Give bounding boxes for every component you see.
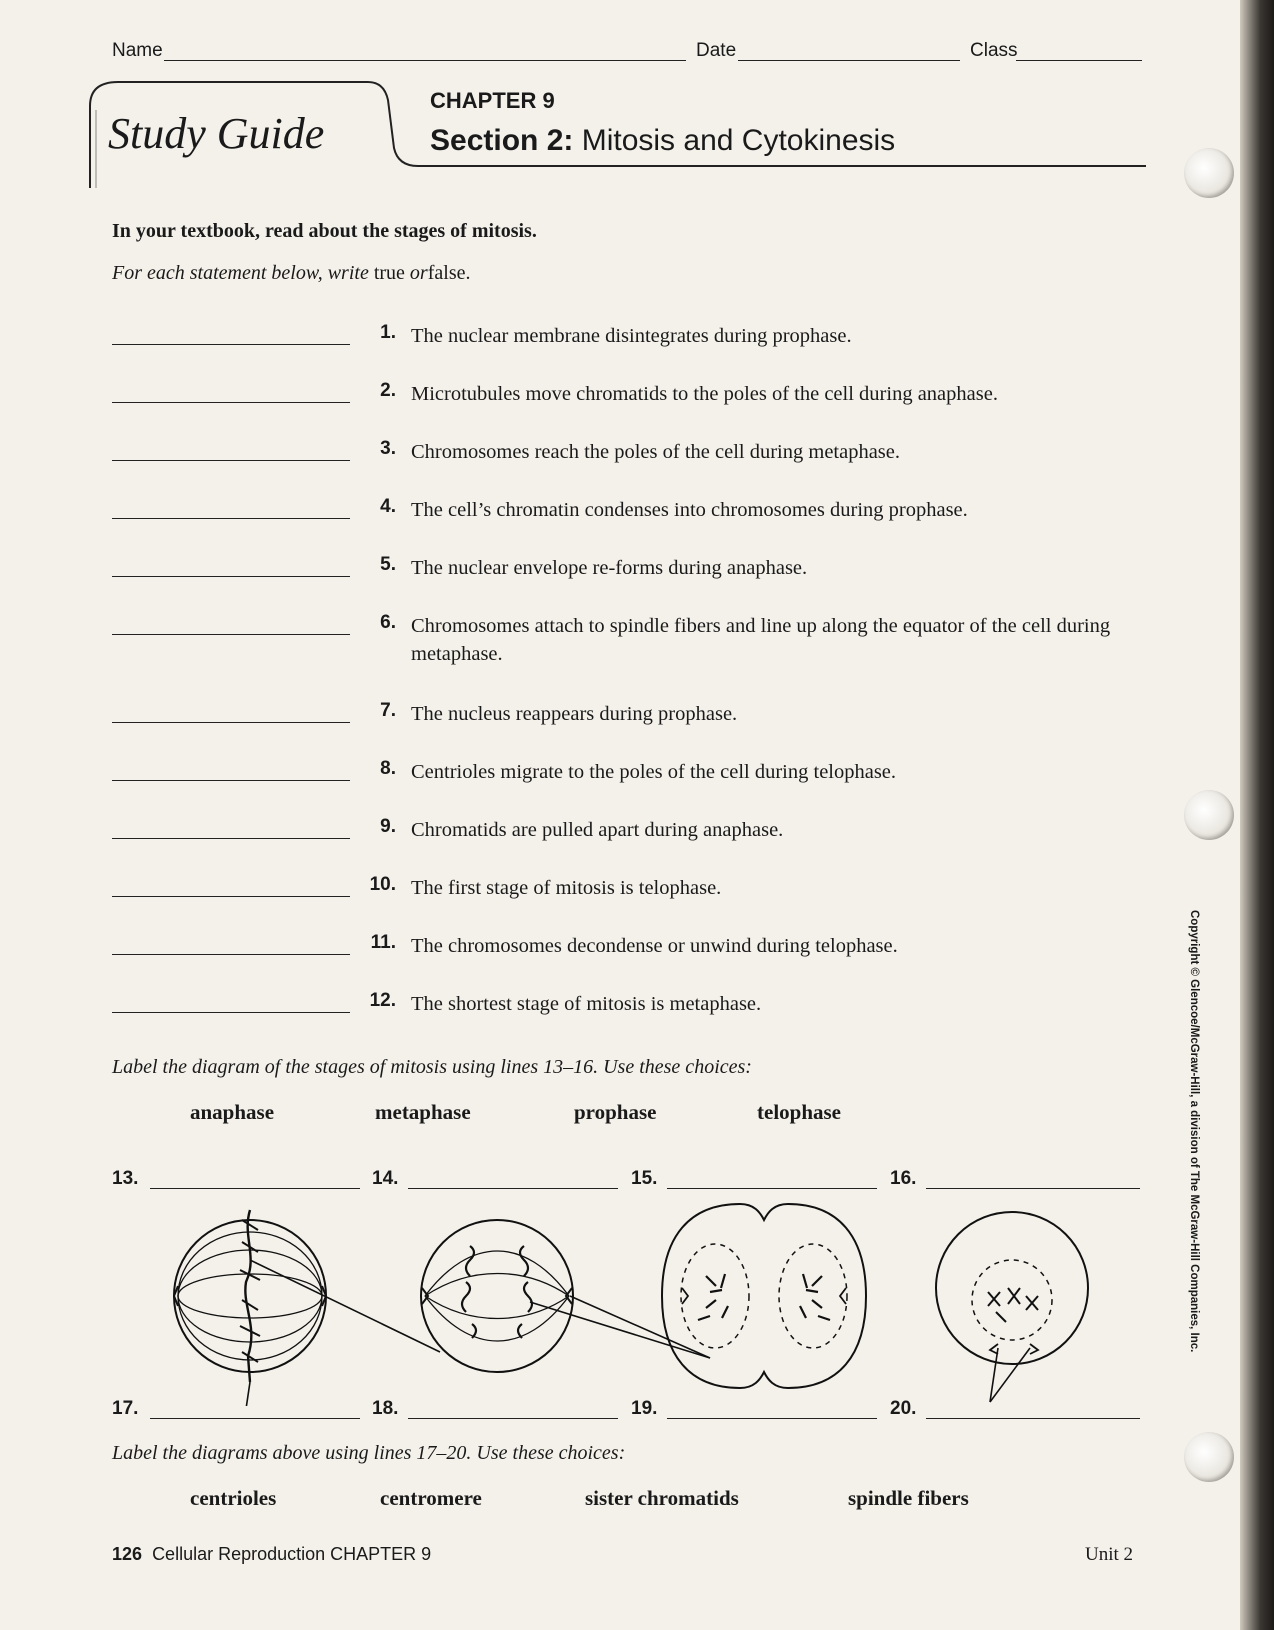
- part-choice: spindle fibers: [848, 1486, 969, 1510]
- answer-blank[interactable]: [112, 722, 350, 723]
- part-answer-line[interactable]: [926, 1418, 1140, 1419]
- statement-number: 9.: [380, 816, 396, 837]
- answer-blank[interactable]: [112, 896, 350, 897]
- page-number: 126: [112, 1544, 143, 1564]
- statement-number: 7.: [380, 700, 396, 721]
- cell-telophase: [662, 1204, 866, 1388]
- instr-part5: false.: [427, 262, 471, 284]
- footer-text: Cellular Reproduction CHAPTER 9: [152, 1544, 432, 1564]
- instr-part3: true: [373, 262, 405, 284]
- statement-number: 8.: [380, 758, 396, 779]
- name-field[interactable]: [164, 60, 686, 61]
- statement-text: Chromatids are pulled apart during anaphase.: [411, 819, 784, 841]
- stage-choice: telophase: [757, 1100, 841, 1124]
- stage-answer-line[interactable]: [150, 1188, 360, 1189]
- statement-number: 11.: [370, 932, 396, 953]
- statement-text: The cell’s chromatin condenses into chromosomes during prophase.: [411, 499, 968, 521]
- line-number-16: 16.: [890, 1168, 917, 1189]
- line-number-19: 19.: [631, 1398, 658, 1419]
- statement-text: Chromosomes reach the poles of the cell during metaphase.: [411, 441, 901, 463]
- line-number-20: 20.: [890, 1398, 917, 1419]
- statement-text: The first stage of mitosis is telophase.: [411, 877, 722, 899]
- part-answer-line[interactable]: [150, 1418, 360, 1419]
- line-number-13: 13.: [112, 1168, 139, 1189]
- parts-instruction: Label the diagrams above using lines 17–20. Use these choices:: [112, 1442, 626, 1464]
- statement-text: The chromosomes decondense or unwind during telophase.: [411, 935, 898, 957]
- statement-number: 1.: [380, 322, 396, 343]
- answer-blank[interactable]: [112, 634, 350, 635]
- copyright-notice: Copyright © Glencoe/McGraw-Hill, a division of The McGraw-Hill Companies, Inc.: [1188, 910, 1200, 1353]
- part-answer-line[interactable]: [408, 1418, 618, 1419]
- line-number-18: 18.: [372, 1398, 399, 1419]
- statement-number: 3.: [380, 438, 396, 459]
- stage-choice: metaphase: [375, 1100, 471, 1124]
- page-edge-shadow: [1240, 0, 1274, 1630]
- diagram-instruction: Label the diagram of the stages of mitosis using lines 13–16. Use these choices:: [112, 1056, 752, 1078]
- statement-number: 5.: [380, 554, 396, 575]
- line-number-15: 15.: [631, 1168, 658, 1189]
- section-title: [430, 124, 895, 158]
- statement-text: Microtubules move chromatids to the poles of the cell during anaphase.: [411, 383, 998, 405]
- statement-number: 10.: [369, 874, 396, 895]
- answer-blank[interactable]: [112, 576, 350, 577]
- section-name: Mitosis and Cytokinesis: [581, 124, 896, 157]
- study-guide-badge: Study Guide: [108, 109, 325, 158]
- answer-blank[interactable]: [112, 518, 350, 519]
- statement-text: Chromosomes attach to spindle fibers and line up along the equator of the cell during metaphase.: [411, 615, 1111, 665]
- chapter-label: CHAPTER 9: [430, 88, 555, 113]
- instr-part4: or: [409, 262, 428, 284]
- stage-answer-line[interactable]: [667, 1188, 877, 1189]
- instr-part2: write: [327, 262, 369, 284]
- true-false-instruction: [112, 262, 470, 285]
- class-label: Class: [970, 40, 1018, 61]
- class-field[interactable]: [1016, 60, 1142, 61]
- line-number-17: 17.: [112, 1398, 139, 1419]
- answer-blank[interactable]: [112, 1012, 350, 1013]
- date-field[interactable]: [738, 60, 960, 61]
- statement-text: The nuclear membrane disintegrates during prophase.: [411, 325, 852, 347]
- statement-number: 2.: [380, 380, 396, 401]
- part-choice: centromere: [380, 1486, 482, 1510]
- name-label: Name: [112, 40, 163, 61]
- stage-choice: prophase: [574, 1100, 657, 1124]
- pointer-lines: [242, 1260, 1030, 1406]
- binder-hole: [1184, 1432, 1234, 1482]
- cell-metaphase: [174, 1210, 326, 1382]
- date-label: Date: [696, 40, 737, 61]
- instr-part1: For each statement below,: [112, 262, 323, 284]
- binder-hole: [1184, 790, 1234, 840]
- statement-number: 12.: [369, 990, 396, 1011]
- part-choice: sister chromatids: [585, 1486, 739, 1510]
- statement-text: The nuclear envelope re-forms during anaphase.: [411, 557, 808, 579]
- binder-hole: [1184, 148, 1234, 198]
- stage-choice: anaphase: [190, 1100, 275, 1124]
- line-number-14: 14.: [372, 1168, 399, 1189]
- answer-blank[interactable]: [112, 460, 350, 461]
- reading-instruction: In your textbook, read about the stages of mitosis.: [112, 220, 537, 242]
- statement-text: Centrioles migrate to the poles of the cell during telophase.: [411, 761, 897, 783]
- section-number: Section 2:: [430, 124, 574, 157]
- answer-blank[interactable]: [112, 780, 350, 781]
- statement-text: The shortest stage of mitosis is metaphase.: [411, 993, 762, 1015]
- cell-anaphase: [421, 1220, 573, 1372]
- answer-blank[interactable]: [112, 838, 350, 839]
- statement-number: 6.: [380, 612, 396, 633]
- cell-prophase: [936, 1212, 1088, 1364]
- stage-answer-line[interactable]: [926, 1188, 1140, 1189]
- stage-answer-line[interactable]: [408, 1188, 618, 1189]
- part-choice: centrioles: [190, 1486, 277, 1510]
- mitosis-stages-diagram: [150, 1196, 1150, 1406]
- answer-blank[interactable]: [112, 402, 350, 403]
- page-footer: [112, 1544, 431, 1565]
- statement-text: The nucleus reappears during prophase.: [411, 703, 738, 725]
- part-answer-line[interactable]: [667, 1418, 877, 1419]
- answer-blank[interactable]: [112, 954, 350, 955]
- answer-blank[interactable]: [112, 344, 350, 345]
- unit-label: Unit 2: [1085, 1544, 1134, 1565]
- statement-number: 4.: [380, 496, 396, 517]
